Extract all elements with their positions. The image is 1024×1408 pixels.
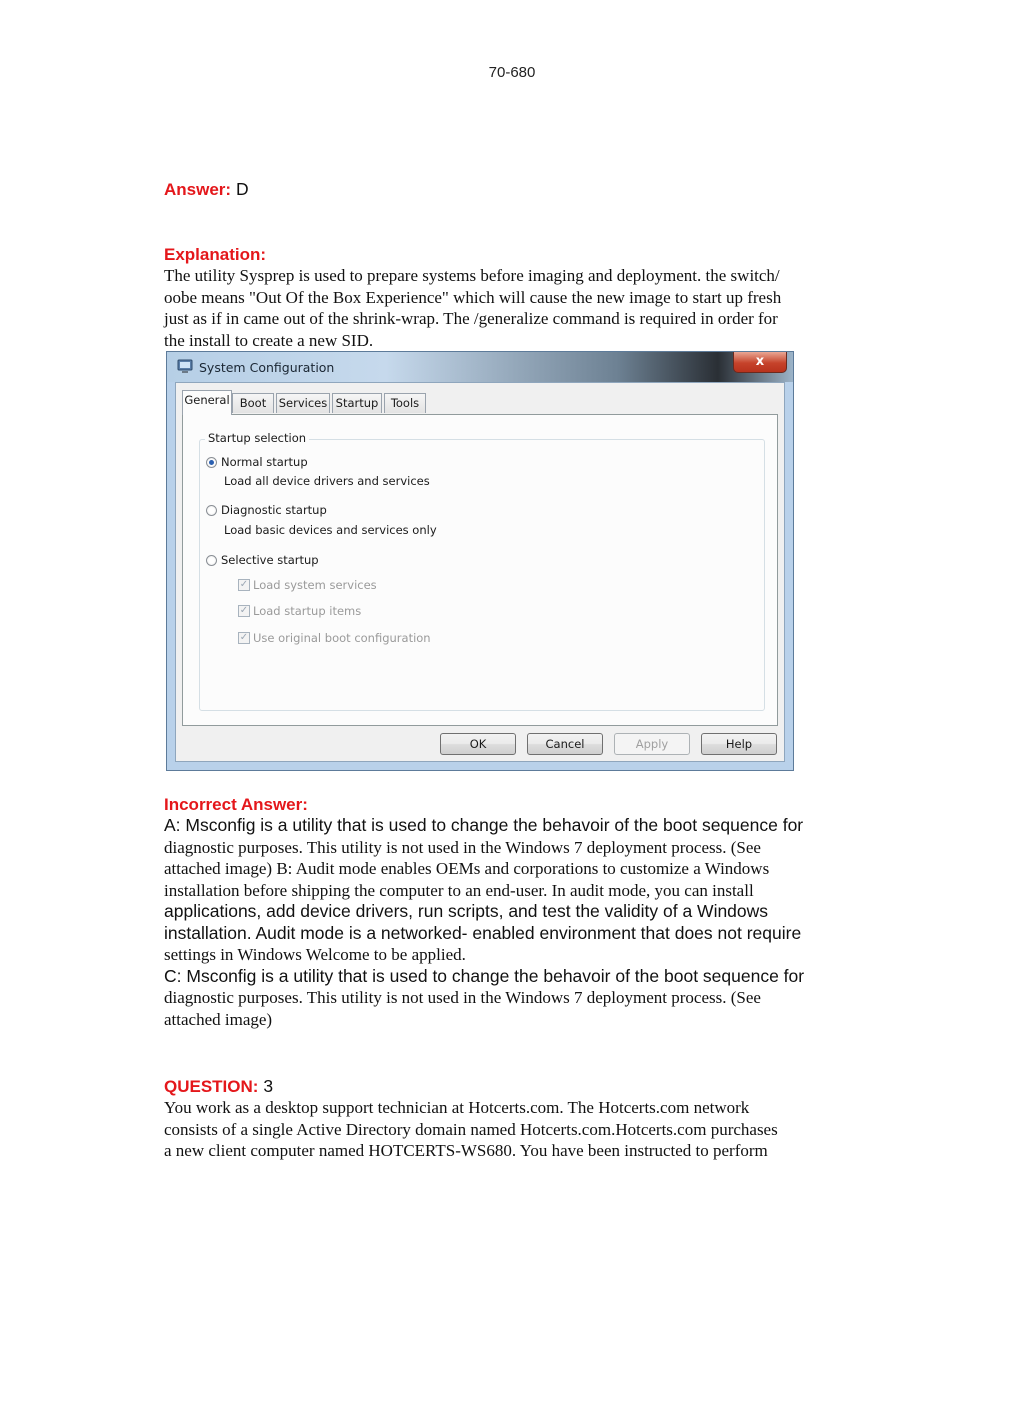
close-button[interactable]: x: [733, 352, 787, 373]
incorrect-line: applications, add device drivers, run scripts, and test the validity of a Windows: [164, 901, 769, 921]
load-startup-items-label: Load startup items: [253, 604, 362, 618]
incorrect-answer-text: [164, 815, 864, 1030]
normal-startup-description: Load all device drivers and services: [224, 474, 430, 488]
incorrect-line: C: Msconfig is a utility that is used to change the behavoir of the boot sequence for: [164, 965, 805, 986]
startup-selection-label: Startup selection: [205, 431, 309, 445]
ok-button[interactable]: OK: [440, 733, 516, 755]
question-line: You work as a desktop support technician at Hotcerts.com. The Hotcerts.com network: [164, 1098, 750, 1117]
explanation-line: The utility Sysprep is used to prepare systems before imaging and deployment. the switch/: [164, 266, 780, 285]
incorrect-line: diagnostic purposes. This utility is not used in the Windows 7 deployment process. (See: [164, 837, 761, 857]
incorrect-line: attached image): [164, 1009, 273, 1029]
incorrect-line: A: Msconfig is a utility that is used to change the behavoir of the boot sequence for: [164, 815, 804, 835]
system-configuration-screenshot: [166, 351, 794, 771]
explanation-line: just as if in came out of the shrink-wrap. The /generalize command is required in order for: [164, 309, 778, 328]
use-original-boot-label: Use original boot configuration: [253, 631, 431, 645]
load-startup-items-checkbox[interactable]: ✓: [239, 605, 249, 616]
help-button[interactable]: Help: [701, 733, 777, 755]
incorrect-line: installation. Audit mode is a networked- enabled environment that does not require: [164, 922, 802, 943]
question-text: [164, 1097, 864, 1162]
explanation-line: the install to create a new SID.: [164, 330, 374, 350]
question-number: 3: [258, 1076, 274, 1096]
incorrect-answer-label: Incorrect Answer:: [164, 795, 308, 814]
selective-startup-radio[interactable]: [206, 555, 217, 566]
explanation-line: oobe means "Out Of the Box Experience" which will cause the new image to start up fresh: [164, 287, 782, 307]
tab-general[interactable]: General: [182, 390, 232, 415]
page-header-code: 70-680: [488, 64, 536, 81]
question-line: a new client computer named HOTCERTS-WS680. You have been instructed to perform: [164, 1141, 768, 1160]
cancel-button[interactable]: Cancel: [527, 733, 603, 755]
tab-startup[interactable]: Startup: [332, 393, 382, 413]
answer-label: Answer:: [164, 180, 232, 199]
normal-startup-label[interactable]: Normal startup: [221, 455, 308, 469]
apply-button[interactable]: Apply: [614, 733, 690, 755]
incorrect-line: attached image) B: Audit mode enables OEMs and corporations to customize a Windows: [164, 859, 770, 878]
question-heading: [164, 1076, 273, 1097]
dialog-titlebar: [167, 352, 793, 382]
normal-startup-radio[interactable]: [206, 457, 217, 468]
load-system-services-checkbox[interactable]: ✓: [239, 579, 249, 590]
selective-startup-label[interactable]: Selective startup: [221, 553, 319, 567]
diagnostic-startup-radio[interactable]: [206, 505, 217, 516]
diagnostic-startup-description: Load basic devices and services only: [224, 523, 437, 537]
dialog-client-area: [175, 382, 785, 762]
use-original-boot-checkbox[interactable]: ✓: [239, 632, 249, 643]
incorrect-line: diagnostic purposes. This utility is not used in the Windows 7 deployment process. (See: [164, 988, 761, 1007]
tab-tools[interactable]: Tools: [384, 393, 426, 413]
tab-boot[interactable]: Boot: [232, 393, 274, 413]
system-config-icon: [177, 359, 193, 374]
answer-line: [164, 179, 249, 200]
explanation-label: Explanation:: [164, 245, 267, 264]
question-line: consists of a single Active Directory domain named Hotcerts.com.Hotcerts.com purchases: [164, 1119, 778, 1139]
tab-services[interactable]: Services: [276, 393, 330, 413]
answer-value: D: [231, 179, 249, 199]
general-tab-panel: [182, 414, 778, 726]
question-label: QUESTION:: [164, 1077, 259, 1096]
diagnostic-startup-label[interactable]: Diagnostic startup: [221, 503, 327, 517]
explanation-text: [164, 265, 864, 351]
dialog-title: System Configuration: [199, 360, 335, 375]
incorrect-line: installation before shipping the computer to an end-user. In audit mode, you can install: [164, 880, 754, 900]
load-system-services-label: Load system services: [253, 578, 377, 592]
incorrect-line: settings in Windows Welcome to be applied.: [164, 945, 466, 964]
